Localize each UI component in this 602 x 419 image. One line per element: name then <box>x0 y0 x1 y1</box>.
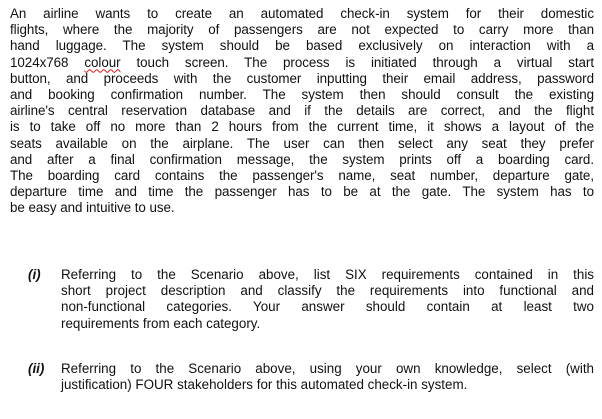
scenario-line: is to take off no more than 2 hours from the current time, it shows a layout of the <box>10 119 594 135</box>
scenario-paragraph <box>10 6 594 217</box>
scenario-line: flights, where the majority of passengers are not expected to carry more than <box>10 22 594 38</box>
question-ii <box>28 361 594 393</box>
scenario-line: departure time and time the passenger has to be at the gate. The system has to <box>10 184 594 200</box>
scenario-line: be easy and intuitive to use. <box>10 200 175 216</box>
question-line: Referring to the Scenario above, list SIX requirements contained in this <box>61 267 594 282</box>
question-text <box>61 361 594 393</box>
question-i <box>28 267 594 332</box>
scenario-text: touch screen. The process is initiated through a virtual start <box>136 54 595 70</box>
question-number: (ii) <box>28 361 45 376</box>
scenario-line: seats available on the airplane. The user can then select any seat they prefer <box>10 135 594 151</box>
scenario-line <box>10 55 594 71</box>
scenario-line: airline's central reservation database and if the details are correct, and the flight <box>10 103 594 119</box>
question-line: requirements from each category. <box>61 315 261 331</box>
question-line: Referring to the Scenario above, using your own knowledge, select (with <box>61 361 594 376</box>
scenario-line: and after a final confirmation message, the system prints off a boarding card. <box>10 151 594 167</box>
scenario-line: An airline wants to create an automated check-in system for their domestic <box>10 6 594 21</box>
scenario-line: and booking confirmation number. The system then should consult the existing <box>10 87 594 103</box>
question-line: short project description and classify the requirements into functional and <box>61 283 594 299</box>
question-number: (i) <box>28 267 41 282</box>
scenario-line: button, and proceeds with the customer inputting their email address, password <box>10 70 594 86</box>
scenario-line: The boarding card contains the passenger's name, seat number, departure gate, <box>10 168 594 184</box>
question-text <box>61 267 594 332</box>
misspelled-word: colour <box>84 54 121 70</box>
question-line: justification) FOUR stakeholders for this automated check-in system. <box>61 377 468 393</box>
scenario-text: 1024x768 <box>10 54 69 70</box>
question-line: non-functional categories. Your answer should contain at least two <box>61 299 594 315</box>
scenario-line: hand luggage. The system should be based exclusively on interaction with a <box>10 38 594 54</box>
